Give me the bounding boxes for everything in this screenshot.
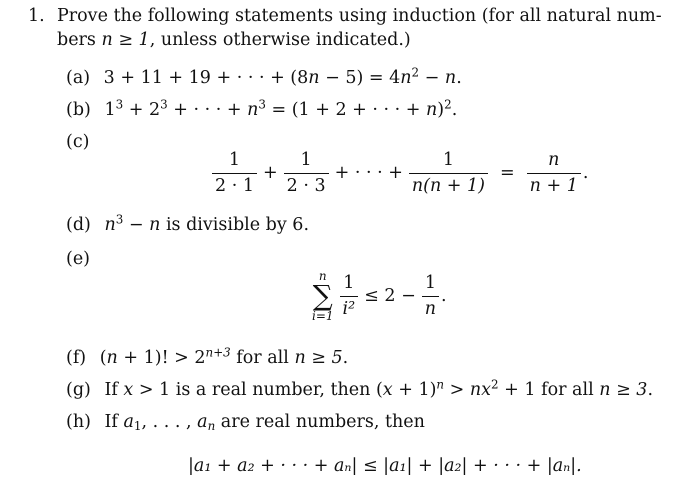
fraction: $\frac{1}{2 \cdot 1}$ bbox=[212, 150, 257, 197]
part-d-statement: $n^3 - n$ is divisible by 6. bbox=[104, 212, 310, 235]
part-e-inequality: n ∑ i=1 $\frac{1}{\text{i²}}$ ≤ 2 − $\frac{1}{n}$ . bbox=[312, 269, 447, 323]
part-a-equation: 3 + 11 + 19 + · · · + $(8n - 5) = 4n^2 - n$. bbox=[103, 65, 462, 88]
part-h-statement: If $a_1$, . . . , $a_n$ are real numbers, then bbox=[104, 412, 425, 433]
fraction: $\frac{1}{n(n + 1)}$ bbox=[409, 150, 488, 197]
problem-intro-line1: Prove the following statements using induction (for all natural num- bbox=[57, 6, 662, 26]
part-f-statement: (n + 1)! > $2^{n+3}$ for all n ≥ 5. bbox=[99, 345, 349, 368]
fraction: $\frac{n}{n + 1}$ bbox=[527, 150, 581, 197]
condition-math: n ≥ 1 bbox=[101, 30, 150, 50]
part-g-label: (g) bbox=[66, 380, 91, 400]
part-g-statement: If x > 1 is a real number, then $(x + 1)^n > nx^2 + 1$ for all n ≥ 3. bbox=[104, 377, 654, 400]
problem-intro-line2: bers n ≥ 1, unless otherwise indicated.) bbox=[57, 30, 411, 50]
part-b bbox=[66, 97, 458, 121]
part-f-label: (f) bbox=[66, 348, 87, 368]
part-d bbox=[66, 212, 310, 236]
part-d-label: (d) bbox=[66, 215, 91, 235]
fraction: $\frac{1}{\text{i²}}$ bbox=[340, 273, 359, 320]
part-h bbox=[66, 412, 425, 433]
part-g bbox=[66, 377, 654, 401]
part-b-label: (b) bbox=[66, 100, 91, 120]
part-h-label: (h) bbox=[66, 412, 91, 432]
part-a bbox=[66, 65, 462, 89]
part-f bbox=[66, 345, 349, 369]
fraction: $\frac{1}{n}$ bbox=[422, 273, 439, 320]
fraction: $\frac{1}{2 \cdot 3}$ bbox=[284, 150, 329, 197]
part-a-label: (a) bbox=[66, 68, 91, 88]
part-c-label: (c) bbox=[66, 132, 90, 152]
part-c-equation: $\frac{1}{2 \cdot 1}$ + $\frac{1}{2 \cdot 3}$ + · · · + $\frac{1}{n(n + 1)}$ = $\frac{n}{n + 1}$ . bbox=[210, 150, 588, 197]
part-h-inequality: |a₁ + a₂ + · · · + aₙ| ≤ |a₁| + |a₂| + · · · + |aₙ|. bbox=[188, 456, 582, 476]
summation-operator: n ∑ i=1 bbox=[312, 269, 334, 323]
problem-number: 1. bbox=[28, 6, 45, 26]
part-b-equation: $1^3 + 2^3$ + · · · + $n^3 = (1 + 2$ + · · · + n)$^2$. bbox=[104, 97, 458, 120]
part-e-label: (e) bbox=[66, 249, 91, 269]
